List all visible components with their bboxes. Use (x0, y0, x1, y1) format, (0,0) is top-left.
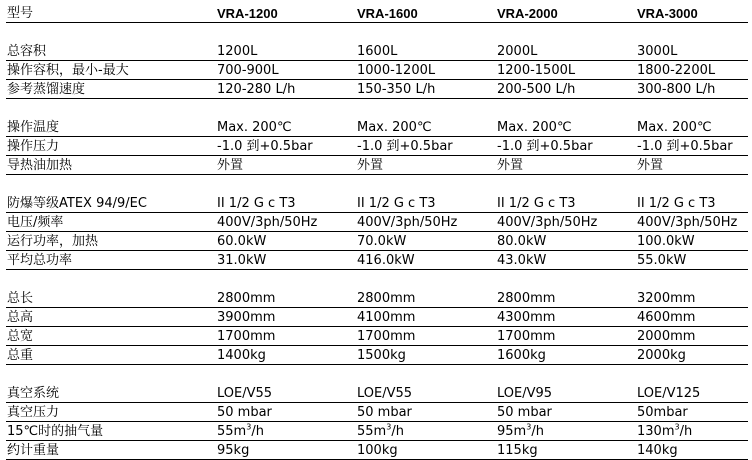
spec-value: -1.0 到+0.5bar (216, 137, 356, 156)
spec-value: 120-280 L/h (216, 80, 356, 99)
spec-value: 55.0kW (636, 251, 748, 270)
spec-row (6, 194, 748, 213)
flow-exponent: 3 (674, 422, 680, 432)
spec-value: 400V/3ph/50Hz (216, 213, 356, 232)
spec-value: LOE/V55 (216, 384, 356, 403)
spec-value (636, 422, 748, 441)
spec-value: 1700mm (356, 327, 496, 346)
flow-tail: /h (531, 424, 544, 439)
spec-value: Max. 200℃ (356, 118, 496, 137)
spec-value: 140kg (636, 441, 748, 460)
header-label: 型号 (6, 4, 216, 23)
spacer-cell (356, 175, 496, 195)
spec-value (216, 422, 356, 441)
spec-value: -1.0 到+0.5bar (636, 137, 748, 156)
spec-value: 50 mbar (356, 403, 496, 422)
spec-value: 1700mm (496, 327, 636, 346)
spec-value (356, 422, 496, 441)
spec-label: 防爆等级ATEX 94/9/EC (6, 194, 216, 213)
flow-exponent: 3 (526, 422, 532, 432)
spec-label: 运行功率，加热 (6, 232, 216, 251)
spec-value: 2800mm (216, 289, 356, 308)
spec-row (6, 213, 748, 232)
spacer-cell (636, 270, 748, 290)
spec-row (6, 61, 748, 80)
spec-value: 1700mm (216, 327, 356, 346)
spec-label: 操作压力 (6, 137, 216, 156)
spec-value: 外置 (216, 156, 356, 175)
spec-label: 总长 (6, 289, 216, 308)
spacer-cell (6, 365, 216, 385)
spec-value: 150-350 L/h (356, 80, 496, 99)
spec-value: 100.0kW (636, 232, 748, 251)
flow-exponent: 3 (386, 422, 392, 432)
spacer-cell (356, 23, 496, 43)
flow-number: 55 (357, 424, 374, 439)
spacer-cell (6, 23, 216, 43)
spec-value: 60.0kW (216, 232, 356, 251)
spec-value: 200-500 L/h (496, 80, 636, 99)
group-spacer (6, 99, 748, 119)
flow-number: 95 (497, 424, 514, 439)
spec-label: 总高 (6, 308, 216, 327)
model-header: VRA-1200 (216, 4, 356, 23)
flow-number: 55 (217, 424, 234, 439)
spec-label: 15℃时的抽气量 (6, 422, 216, 441)
spacer-cell (496, 175, 636, 195)
spec-row (6, 137, 748, 156)
spacer-cell (496, 23, 636, 43)
spec-value: 43.0kW (496, 251, 636, 270)
spec-value: LOE/V125 (636, 384, 748, 403)
spec-value: 2800mm (356, 289, 496, 308)
spec-value: 300-800 L/h (636, 80, 748, 99)
spec-label: 电压/频率 (6, 213, 216, 232)
spacer-cell (216, 99, 356, 119)
spec-row (6, 251, 748, 270)
spacer-cell (496, 270, 636, 290)
spec-value: Max. 200℃ (636, 118, 748, 137)
spacer-cell (496, 365, 636, 385)
spec-row (6, 384, 748, 403)
spec-value: 100kg (356, 441, 496, 460)
spec-row (6, 327, 748, 346)
spacer-cell (636, 99, 748, 119)
spec-row (6, 441, 748, 460)
spec-value: 3900mm (216, 308, 356, 327)
model-header: VRA-2000 (496, 4, 636, 23)
header-row (6, 4, 748, 23)
spec-label: 约计重量 (6, 441, 216, 460)
group-spacer (6, 270, 748, 290)
spec-label: 导热油加热 (6, 156, 216, 175)
flow-unit: m (513, 424, 527, 439)
spec-label: 操作温度 (6, 118, 216, 137)
spec-value: 1600kg (496, 346, 636, 365)
spacer-cell (496, 99, 636, 119)
spacer-cell (216, 270, 356, 290)
spec-value: II 1/2 G c T3 (636, 194, 748, 213)
flow-unit: m (661, 424, 675, 439)
spec-value: 2000L (496, 42, 636, 61)
spec-row (6, 80, 748, 99)
spec-value: 700-900L (216, 61, 356, 80)
spec-value: 3200mm (636, 289, 748, 308)
flow-tail: /h (391, 424, 404, 439)
spec-value: -1.0 到+0.5bar (496, 137, 636, 156)
spacer-cell (636, 365, 748, 385)
spec-row (6, 156, 748, 175)
spec-label: 真空系统 (6, 384, 216, 403)
spec-row (6, 403, 748, 422)
spec-table-body (6, 4, 748, 460)
spec-value: 1200-1500L (496, 61, 636, 80)
spec-value (496, 422, 636, 441)
spacer-cell (6, 99, 216, 119)
spec-value: 3000L (636, 42, 748, 61)
spec-value: 2800mm (496, 289, 636, 308)
spacer-cell (636, 175, 748, 195)
spacer-cell (356, 99, 496, 119)
spec-value: Max. 200℃ (216, 118, 356, 137)
flow-unit: m (373, 424, 387, 439)
spacer-cell (216, 23, 356, 43)
spec-value: 1200L (216, 42, 356, 61)
spec-value: 80.0kW (496, 232, 636, 251)
spec-value: 2000kg (636, 346, 748, 365)
spec-row (6, 118, 748, 137)
spec-value: Max. 200℃ (496, 118, 636, 137)
spec-value: 4600mm (636, 308, 748, 327)
spec-row (6, 232, 748, 251)
spec-label: 总容积 (6, 42, 216, 61)
spec-value: II 1/2 G c T3 (216, 194, 356, 213)
flow-tail: /h (679, 424, 693, 439)
spec-label: 参考蒸馏速度 (6, 80, 216, 99)
spec-value: II 1/2 G c T3 (356, 194, 496, 213)
group-spacer (6, 365, 748, 385)
spec-value: 50 mbar (216, 403, 356, 422)
spacer-cell (356, 270, 496, 290)
spec-value: LOE/V95 (496, 384, 636, 403)
spacer-cell (6, 175, 216, 195)
spec-label: 平均总功率 (6, 251, 216, 270)
group-spacer (6, 23, 748, 43)
spec-label: 总重 (6, 346, 216, 365)
model-header: VRA-3000 (636, 4, 748, 23)
spec-value: 400V/3ph/50Hz (636, 213, 748, 232)
spec-value: 4300mm (496, 308, 636, 327)
spec-value: 400V/3ph/50Hz (356, 213, 496, 232)
flow-unit: m (233, 424, 247, 439)
spacer-cell (216, 365, 356, 385)
spec-value: 50mbar (636, 403, 748, 422)
spec-row (6, 42, 748, 61)
spacer-cell (356, 365, 496, 385)
spec-row (6, 346, 748, 365)
spec-value: LOE/V55 (356, 384, 496, 403)
flow-exponent: 3 (246, 422, 252, 432)
spec-value: 400V/3ph/50Hz (496, 213, 636, 232)
flow-tail: /h (251, 424, 264, 439)
spec-value: 1000-1200L (356, 61, 496, 80)
spec-row (6, 422, 748, 441)
spec-value: 外置 (636, 156, 748, 175)
spec-value: 416.0kW (356, 251, 496, 270)
spec-value: 31.0kW (216, 251, 356, 270)
spec-value: 2000mm (636, 327, 748, 346)
spec-value: 1800-2200L (636, 61, 748, 80)
spec-label: 操作容积，最小-最大 (6, 61, 216, 80)
spec-value: II 1/2 G c T3 (496, 194, 636, 213)
spec-value: 外置 (356, 156, 496, 175)
spacer-cell (216, 175, 356, 195)
spec-row (6, 308, 748, 327)
spec-value: 95kg (216, 441, 356, 460)
spec-value: 50 mbar (496, 403, 636, 422)
model-header: VRA-1600 (356, 4, 496, 23)
spacer-cell (636, 23, 748, 43)
spec-value: 1400kg (216, 346, 356, 365)
spacer-cell (6, 270, 216, 290)
spec-value: -1.0 到+0.5bar (356, 137, 496, 156)
spec-value: 外置 (496, 156, 636, 175)
flow-number: 130 (637, 424, 662, 439)
spec-label: 总宽 (6, 327, 216, 346)
group-spacer (6, 175, 748, 195)
spec-value: 4100mm (356, 308, 496, 327)
spec-label: 真空压力 (6, 403, 216, 422)
spec-value: 115kg (496, 441, 636, 460)
spec-table (6, 4, 748, 460)
spec-value: 1600L (356, 42, 496, 61)
spec-value: 70.0kW (356, 232, 496, 251)
spec-value: 1500kg (356, 346, 496, 365)
spec-row (6, 289, 748, 308)
